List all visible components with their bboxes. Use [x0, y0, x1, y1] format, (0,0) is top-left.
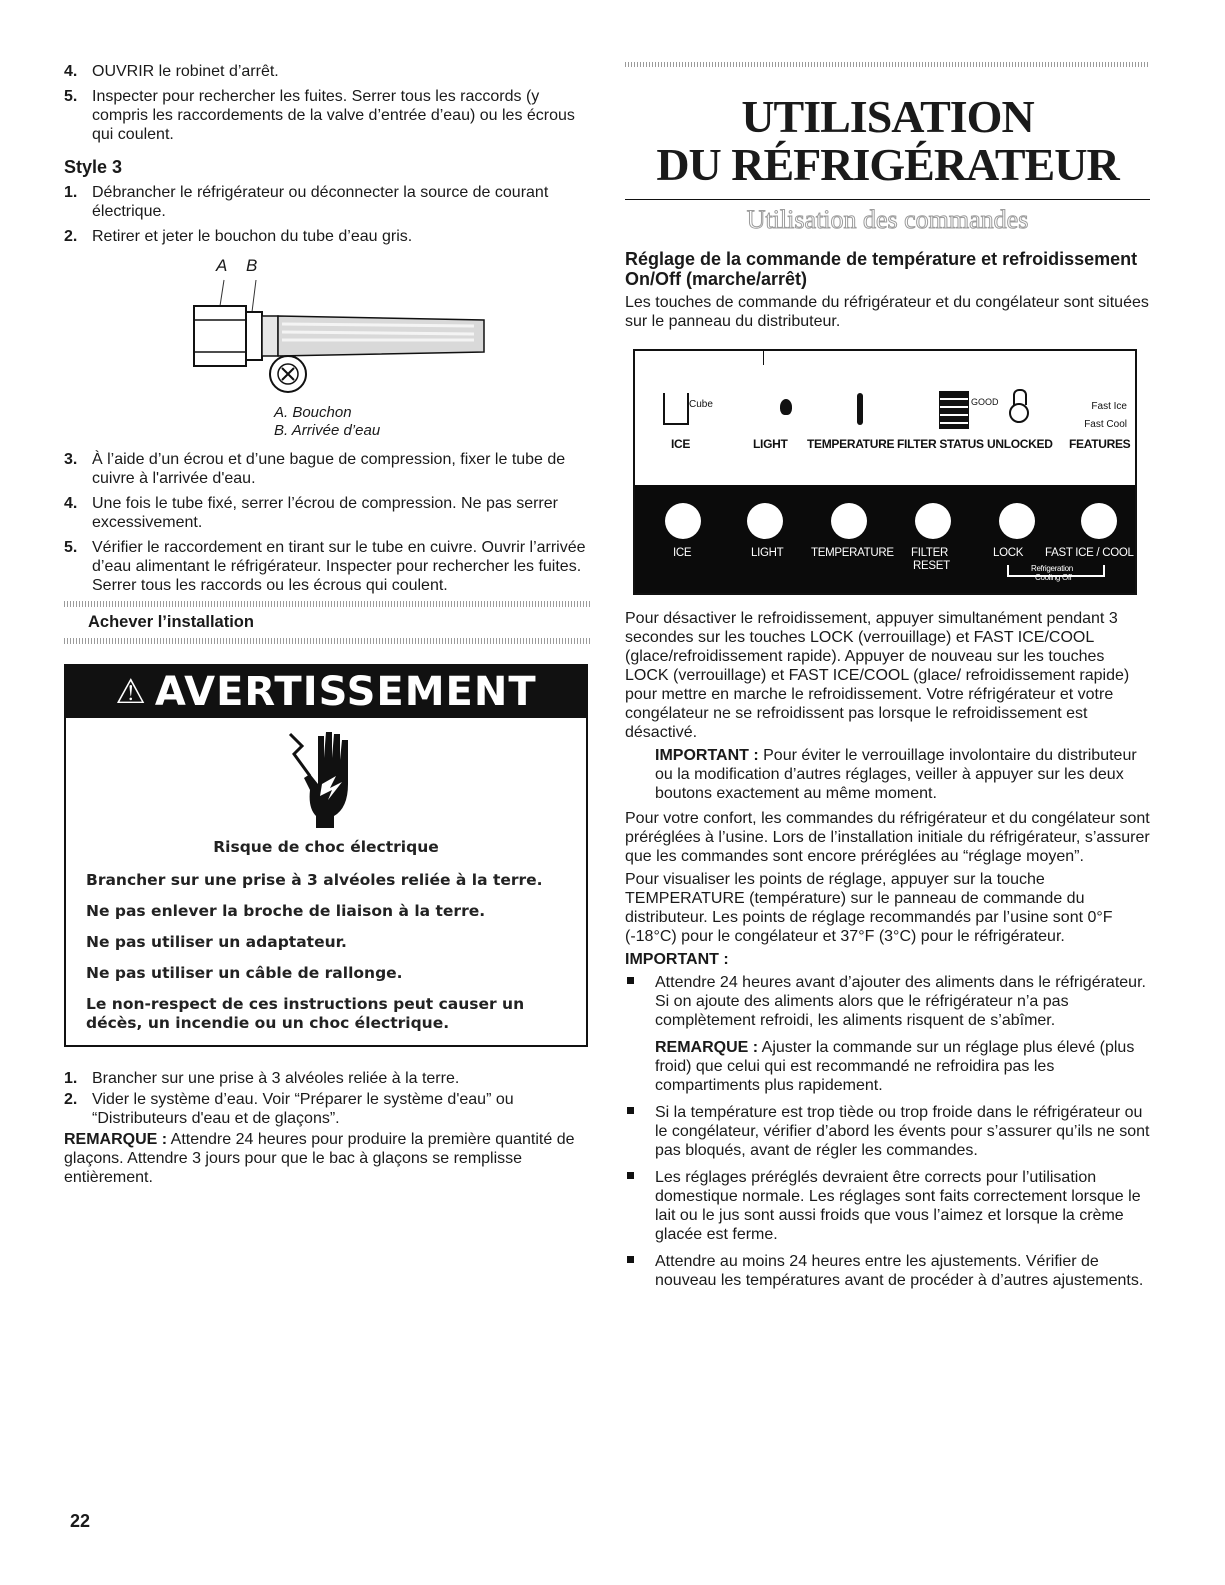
warning-lines — [66, 838, 586, 1045]
electric-shock-icon — [66, 718, 586, 838]
list-item — [64, 227, 592, 246]
fast-ice-cool-button[interactable] — [1081, 503, 1117, 539]
page-number: 22 — [70, 1511, 91, 1531]
bullet-text: Attendre au moins 24 heures entre les ajustements. Vérifier de nouveau les températures avant de procéder à d’autres ajustements. — [655, 1253, 1144, 1289]
good-label: GOOD — [971, 397, 999, 407]
btn-label-light: LIGHT — [751, 547, 784, 559]
filter-reset-button[interactable] — [915, 503, 951, 539]
note-text: Attendre 24 heures pour produire la première quantité de glaçons. Attendre 3 jours pour que le bac à glaçons se remplisse entièrement. — [64, 1131, 575, 1186]
title-rule — [625, 199, 1150, 200]
step-number: 1. — [64, 1070, 78, 1087]
list-item — [64, 62, 592, 81]
step-number: 5. — [64, 88, 78, 105]
step-number: 4. — [64, 495, 78, 512]
top-label-temperature: TEMPERATURE — [807, 437, 895, 451]
top-label-filter-status: FILTER STATUS — [897, 437, 984, 451]
step-number: 2. — [64, 228, 78, 245]
list-item — [64, 1069, 592, 1088]
figure-label-b: B — [246, 256, 258, 275]
unlock-shackle-icon — [1013, 389, 1027, 405]
list-item — [64, 450, 592, 488]
steps-after — [64, 450, 592, 595]
hatch-divider — [625, 62, 1150, 67]
top-label-unlocked: UNLOCKED — [987, 437, 1053, 451]
bullet-text: Les réglages préréglés devraient être corrects pour l’utilisation domestique normale. Les réglages sont faits correctement lorsque le lait ou le jus sont aussi froids que vous l’aimez et lorsque la crème glacée est ferme. — [655, 1169, 1141, 1243]
step-text: Débrancher le réfrigérateur ou déconnecter la source de courant électrique. — [92, 184, 549, 220]
list-item — [64, 1090, 592, 1128]
btn-label-filter-reset: RESET — [913, 560, 950, 572]
list-item — [625, 1103, 1150, 1160]
remark-label: REMARQUE : — [655, 1039, 759, 1056]
bullet-square-icon — [625, 1168, 655, 1244]
step-text: Retirer et jeter le bouchon du tube d’eau gris. — [92, 228, 413, 245]
light-bulb-icon — [780, 399, 792, 415]
tube-illustration — [184, 276, 514, 402]
remark-text: Ajuster la commande sur un réglage plus élevé (plus froid) que celui qui est recommandé ne refroidira pas les compartiments plus rapidement. — [655, 1039, 1135, 1094]
bullet-text: Si la température est trop tiède ou trop froide dans le réfrigérateur ou le congélateur, vérifier d’abord les évents pour s’assurer qu’ils ne sont pas bloqués, avant de régler les commandes. — [655, 1104, 1150, 1159]
cube-label: Cube — [689, 399, 713, 410]
step-number: 4. — [64, 63, 78, 80]
figure-caption-b: B. Arrivée d’eau — [274, 422, 381, 439]
important-note — [625, 746, 1150, 803]
page-title — [625, 93, 1150, 189]
filter-status-icon — [939, 391, 969, 429]
important-label: IMPORTANT : — [655, 747, 759, 764]
lock-button[interactable] — [999, 503, 1035, 539]
style3-heading: Style 3 — [64, 157, 123, 177]
note-label: REMARQUE : — [64, 1131, 168, 1148]
thermometer-icon — [857, 393, 863, 425]
top-label-features: FEATURES — [1069, 437, 1131, 451]
important-heading: IMPORTANT : — [625, 951, 729, 968]
fast-cool-label: Fast Cool — [1084, 419, 1127, 430]
btn-label-temperature: TEMPERATURE — [811, 547, 894, 559]
btn-label-ice: ICE — [673, 547, 692, 559]
section-subtitle: Utilisation des commandes — [746, 205, 1029, 234]
important-list-continued — [625, 1103, 1150, 1290]
step-text: OUVRIR le robinet d’arrêt. — [92, 63, 279, 80]
list-item — [625, 1168, 1150, 1244]
step-text: Vérifier le raccordement en tirant sur le tube en cuivre. Ouvrir l’arrivée d’eau alimentant le réfrigérateur. Inspecter pour rechercher les fuites. Serrer tous les raccords ou les écrous qui coulent. — [92, 539, 586, 594]
btn-label-lock: LOCK — [993, 547, 1024, 559]
list-item — [625, 1252, 1150, 1290]
btn-label-fast-ice-cool: FAST ICE / COOL — [1045, 547, 1134, 559]
warning-title-text: AVERTISSEMENT — [154, 668, 537, 715]
list-item — [64, 87, 592, 144]
page-title-line1: UTILISATION — [741, 91, 1034, 142]
fast-ice-label: Fast Ice — [1091, 401, 1127, 412]
step-text: Une fois le tube fixé, serrer l’écrou de compression. Ne pas serrer excessivement. — [92, 495, 558, 531]
note-paragraph — [64, 1130, 592, 1187]
warning-risk: Risque de choc électrique — [213, 838, 439, 856]
cooling-off-label: Cooling Off — [1035, 573, 1072, 582]
warning-line: Brancher sur une prise à 3 alvéoles reliée à la terre. — [86, 871, 543, 889]
steps-style3 — [64, 183, 592, 246]
warning-triangle-icon: ⚠ — [115, 671, 147, 712]
bullet-square-icon — [625, 1103, 655, 1160]
important-list — [625, 973, 1150, 1030]
section-heading: Achever l’installation — [88, 613, 254, 631]
figure-caption-a: A. Bouchon — [274, 404, 352, 421]
step-number: 1. — [64, 184, 78, 201]
figure-label-a: A — [216, 256, 228, 275]
warning-line: Le non-respect de ces instructions peut causer un décès, un incendie ou un choc électrique. — [86, 995, 525, 1032]
list-item — [64, 494, 592, 532]
ice-cup-icon — [663, 393, 689, 425]
list-item — [625, 973, 1150, 1030]
step-number: 3. — [64, 451, 78, 468]
important-text: Pour éviter le verrouillage involontaire du distributeur ou la modification d’autres réglages, veiller à appuyer sur les deux boutons exactement au même moment. — [655, 747, 1137, 802]
list-item — [64, 538, 592, 595]
intro-paragraph: Les touches de commande du réfrigérateur et du congélateur sont situées sur le panneau du distributeur. — [625, 294, 1149, 330]
step-number: 5. — [64, 539, 78, 556]
step-text: Inspecter pour rechercher les fuites. Serrer tous les raccords (y compris les raccordements de la valve d’entrée d’eau) ou les écrous qui coulent. — [92, 88, 575, 143]
warning-line: Ne pas utiliser un câble de rallonge. — [86, 964, 403, 982]
left-column — [64, 62, 592, 1191]
btn-label-filter: FILTER — [911, 547, 948, 559]
unlock-icon — [1009, 403, 1029, 423]
hatch-divider — [64, 638, 592, 644]
step-text: À l’aide d’un écrou et d’une bague de compression, fixer le tube de cuivre à l'arrivée d'eau. — [92, 451, 566, 487]
steps-top — [64, 62, 592, 144]
dispenser-control-panel — [633, 349, 1137, 595]
step-number: 2. — [64, 1091, 78, 1108]
warning-title — [66, 666, 586, 718]
step-text: Vider le système d’eau. Voir “Préparer le système d'eau” ou “Distributeurs d'eau et de glaçons”. — [92, 1091, 514, 1127]
page-title-line2: DU RÉFRIGÉRATEUR — [656, 139, 1119, 190]
warning-line: Ne pas utiliser un adaptateur. — [86, 933, 347, 951]
ice-button[interactable] — [665, 503, 701, 539]
right-column — [625, 62, 1150, 1298]
control-heading: Réglage de la commande de température et refroidissement On/Off (marche/arrêt) — [625, 249, 1138, 289]
warning-box — [64, 664, 588, 1047]
light-button[interactable] — [747, 503, 783, 539]
bullet-square-icon — [625, 973, 655, 1030]
remark-note — [625, 1038, 1150, 1095]
bullet-square-icon — [625, 1252, 655, 1290]
list-item — [64, 183, 592, 221]
top-label-ice: ICE — [671, 437, 691, 451]
cooling-paragraph: Pour désactiver le refroidissement, appuyer simultanément pendant 3 secondes sur les touches LOCK (verrouillage) et FAST ICE/COOL (glace/refroidissement rapide). Appuyer de nouveau sur les touches LOCK (verrouillage) et FAST ICE/COOL (glace/ refroidissement rapide) pour mettre en marche le refroidissement. Votre réfrigérateur et votre congélateur ne se refroidissent pas lorsque le refroidissement est désactivé. — [625, 610, 1130, 741]
steps-final — [64, 1069, 592, 1128]
warning-line: Ne pas enlever la broche de liaison à la terre. — [86, 902, 486, 920]
panel-top-divider — [763, 351, 764, 365]
setpoint-paragraph: Pour visualiser les points de réglage, appuyer sur la touche TEMPERATURE (température) sur le panneau de commande du distributeur. Les points de réglage recommandés par l’usine sont 0°F (-18°C) pour le congélateur et 37°F (3°C) pour le réfrigérateur. — [625, 871, 1113, 945]
bullet-text: Attendre 24 heures avant d’ajouter des aliments dans le réfrigérateur. Si on ajoute des aliments alors que le réfrigérateur n’a pas complètement refroidi, les aliments risquent de s’abîmer. — [655, 974, 1146, 1029]
refrigeration-label: Refrigeration — [1031, 564, 1073, 573]
step-text: Brancher sur une prise à 3 alvéoles reliée à la terre. — [92, 1070, 460, 1087]
tube-figure — [64, 252, 592, 404]
panel-button-strip — [635, 485, 1135, 593]
top-label-light: LIGHT — [753, 437, 788, 451]
comfort-paragraph: Pour votre confort, les commandes du réfrigérateur et du congélateur sont préréglées à l’usine. Lors de l’installation initiale du réfrigérateur, s’assurer que les commandes sont encore préréglées au “réglage moyen”. — [625, 810, 1150, 865]
temperature-button[interactable] — [831, 503, 867, 539]
